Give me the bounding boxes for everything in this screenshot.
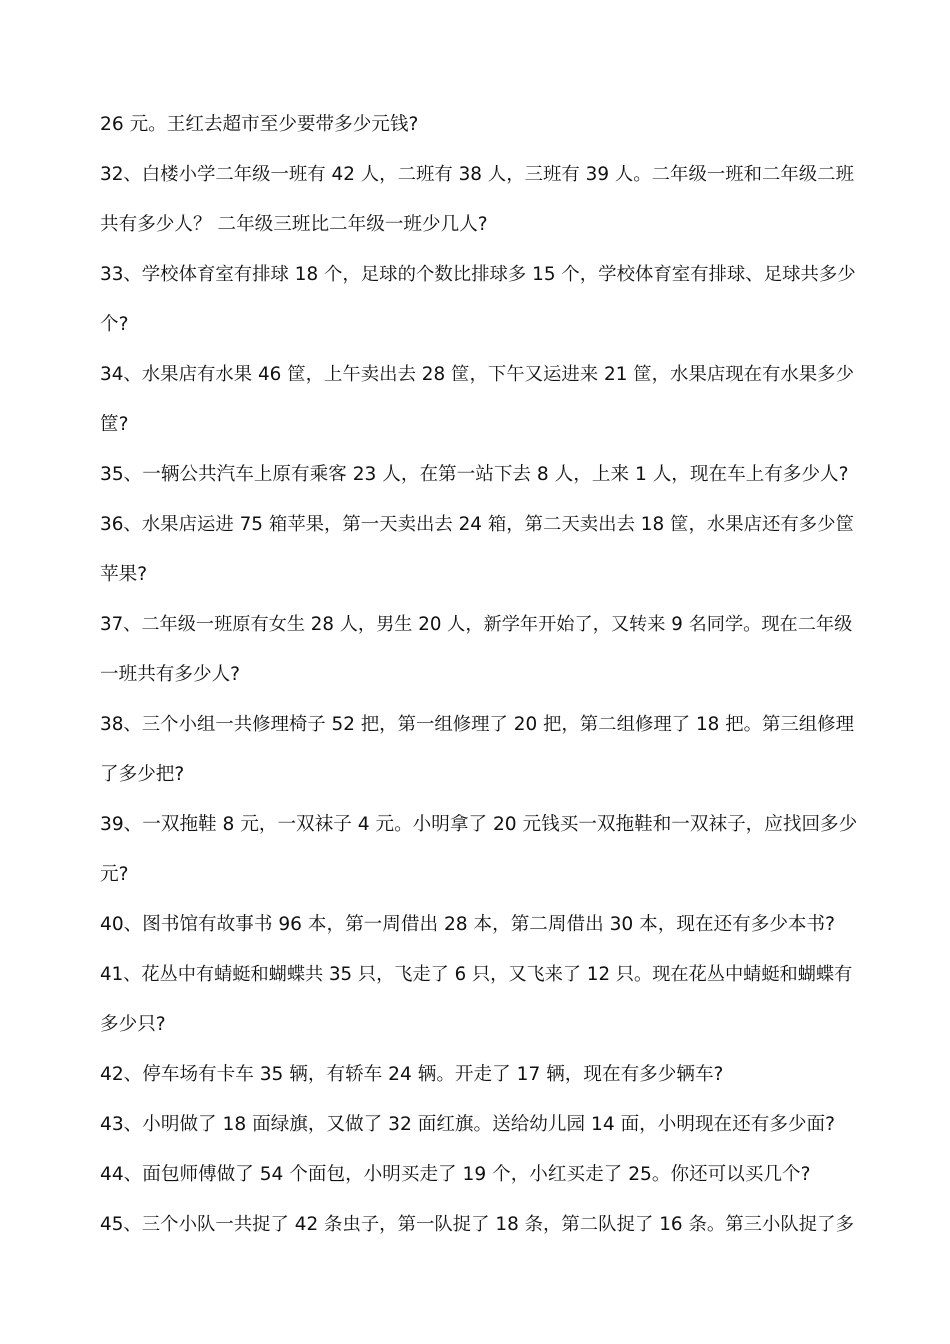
text-line: 45、三个小队一共捉了 42 条虫子，第一队捉了 18 条，第二队捉了 16 条。第三小队捉了多 [100,1214,854,1235]
text-line: 筐? [100,414,129,435]
text-line: 苹果? [100,564,148,585]
text-line: 26 元。王红去超市至少要带多少元钱? [100,114,419,135]
text-line: 39、一双拖鞋 8 元，一双袜子 4 元。小明拿了 20 元钱买一双拖鞋和一双袜子，应找回多少 [100,814,858,835]
text-line: 44、面包师傅做了 54 个面包，小明买走了 19 个，小红买走了 25。你还可以买几个? [100,1164,811,1185]
text-line: 个? [100,314,129,335]
text-line: 37、二年级一班原有女生 28 人，男生 20 人，新学年开始了，又转来 9 名同学。现在二年级 [100,614,853,635]
text-line: 33、学校体育室有排球 18 个，足球的个数比排球多 15 个，学校体育室有排球、足球共多少 [100,264,856,285]
text-line: 38、三个小组一共修理椅子 52 把，第一组修理了 20 把，第二组修理了 18 把。第三组修理 [100,714,854,735]
text-line: 元? [100,864,129,885]
text-line: 32、白楼小学二年级一班有 42 人，二班有 38 人，三班有 39 人。二年级一班和二年级二班 [100,164,854,185]
text-line: 35、一辆公共汽车上原有乘客 23 人，在第一站下去 8 人，上来 1 人，现在车上有多少人? [100,464,849,485]
text-line: 共有多少人？ 二年级三班比二年级一班少几人? [100,214,488,235]
text-line: 一班共有多少人? [100,664,241,685]
text-line: 多少只? [100,1014,166,1035]
text-line: 40、图书馆有故事书 96 本，第一周借出 28 本，第二周借出 30 本，现在还有多少本书? [100,914,835,935]
text-line: 41、花丛中有蜻蜓和蝴蝶共 35 只，飞走了 6 只，又飞来了 12 只。现在花丛中蜻蜓和蝴蝶有 [100,964,853,985]
text-line: 34、水果店有水果 46 筐，上午卖出去 28 筐，下午又运进来 21 筐，水果店现在有水果多少 [100,364,854,385]
text-line: 43、小明做了 18 面绿旗，又做了 32 面红旗。送给幼儿园 14 面，小明现在还有多少面? [100,1114,835,1135]
text-line: 42、停车场有卡车 35 辆，有轿车 24 辆。开走了 17 辆，现在有多少辆车? [100,1064,724,1085]
text-line: 了多少把? [100,764,185,785]
text-line: 36、水果店运进 75 箱苹果，第一天卖出去 24 箱，第二天卖出去 18 筐，水果店还有多少筐 [100,514,854,535]
